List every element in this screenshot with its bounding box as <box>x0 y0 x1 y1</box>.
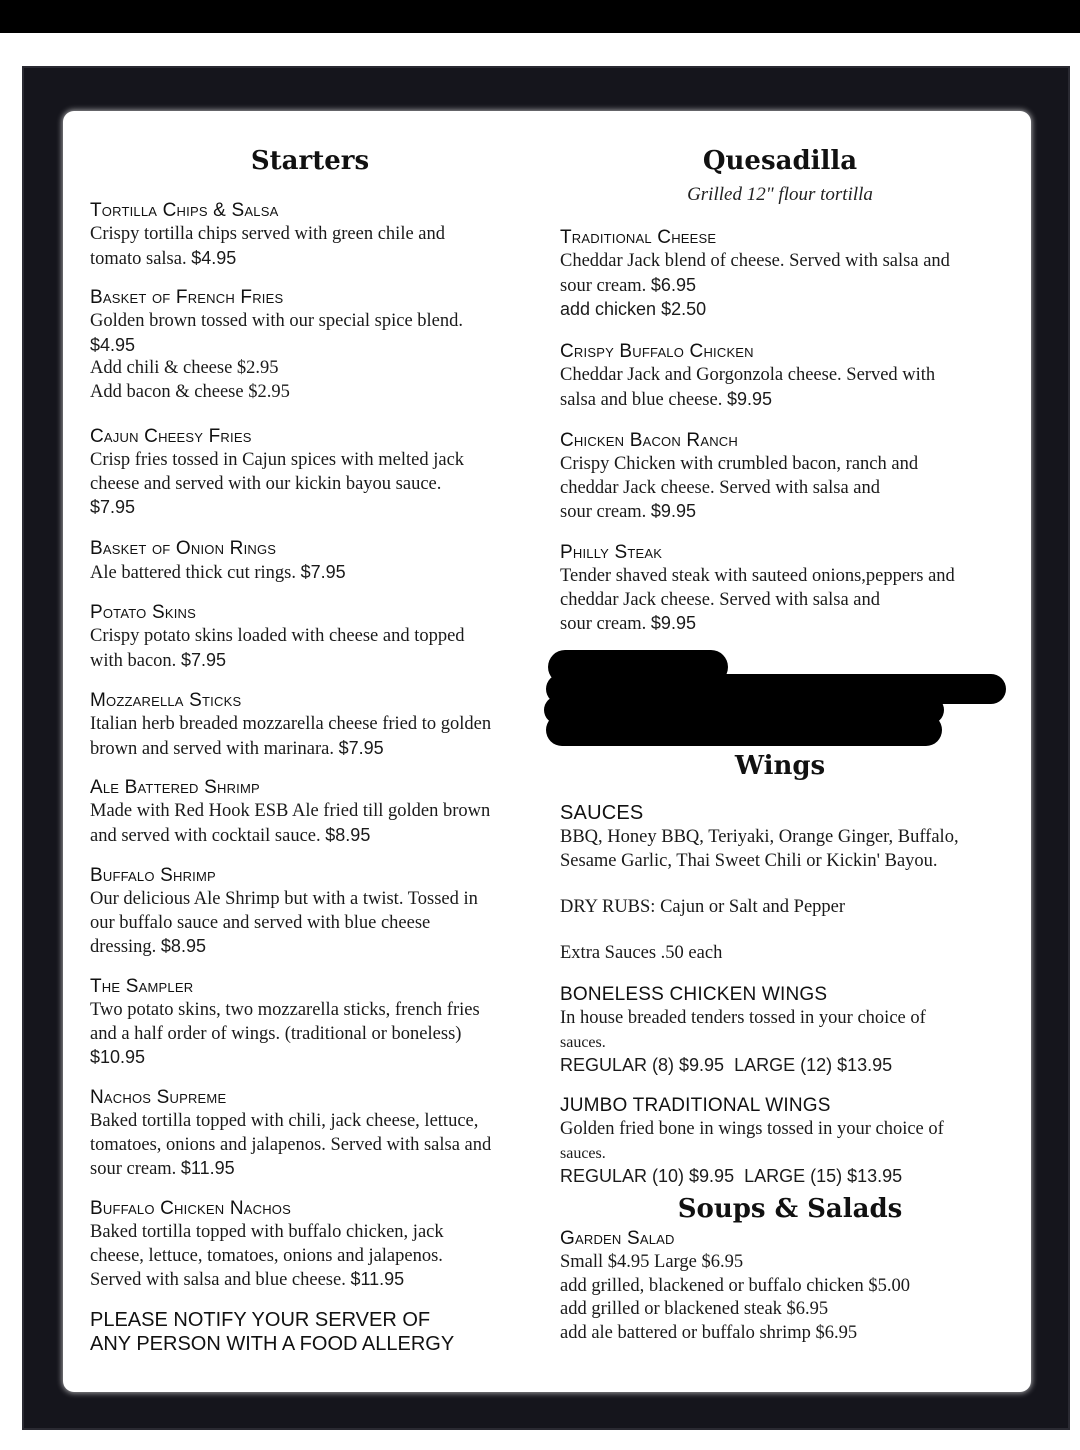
item-price: $7.95 <box>90 497 136 517</box>
item-name: Crispy Buffalo Chicken <box>560 341 754 362</box>
item-description: Crispy Chicken with crumbled bacon, ranch and cheddar Jack cheese. Served with salsa and sour cream. $9.95 <box>560 454 919 522</box>
item-addon: Add chili & cheese $2.95 <box>90 358 279 378</box>
item-price: $9.95 <box>726 388 772 409</box>
wings-title: Wings <box>734 751 826 781</box>
item-name: Traditional Cheese <box>560 227 717 248</box>
quesadilla-subtitle: Grilled 12" flour tortilla <box>687 184 873 205</box>
item-name: Mozzarella Sticks <box>90 690 242 711</box>
item-description: Golden brown tossed with our special spice blend. $4.95 Add chili & cheese $2.95 Add bacon & cheese $2.95 <box>90 310 530 404</box>
item-description: Baked tortilla topped with chili, jack cheese, lettuce, tomatoes, onions and jalapenos. Served with salsa and sour cream. $11.95 <box>90 1111 492 1179</box>
item-name: Basket of French Fries <box>90 287 284 308</box>
item-addon: Add bacon & cheese $2.95 <box>90 381 290 402</box>
item-price: $11.95 <box>180 1158 235 1178</box>
starters-title: Starters <box>250 146 370 176</box>
allergy-notice: PLEASE NOTIFY YOUR SERVER OF ANY PERSON WITH A FOOD ALLERGY <box>90 1309 455 1355</box>
item-name: Basket of Onion Rings <box>90 538 277 559</box>
item-price: $4.95 <box>191 247 237 268</box>
sauces-list: BBQ, Honey BBQ, Teriyaki, Orange Ginger, Buffalo, Sesame Garlic, Thai Sweet Chili or Kickin' Bayou. <box>560 827 959 871</box>
menu-page <box>66 114 1028 1389</box>
item-name: BONELESS CHICKEN WINGS <box>560 984 828 1005</box>
quesadilla-title: Quesadilla <box>702 146 858 176</box>
item-price: REGULAR (10) $9.95 LARGE (15) $13.95 <box>560 1166 903 1186</box>
item-description: Italian herb breaded mozzarella cheese fried to golden brown and served with marinara. $7.95 <box>90 714 492 759</box>
item-description: Cheddar Jack and Gorgonzola cheese. Served with salsa and blue cheese. $9.95 <box>560 365 936 410</box>
item-description: Golden fried bone in wings tossed in your choice of sauces. REGULAR (10) $9.95 LARGE (15) $13.95 <box>560 1118 1000 1189</box>
item-description: Ale battered thick cut rings. $7.95 <box>90 562 346 583</box>
item-name: Chicken Bacon Ranch <box>560 430 738 451</box>
item-name: Tortilla Chips & Salsa <box>90 200 279 221</box>
sauces-label: SAUCES <box>560 802 644 824</box>
item-price: $9.95 <box>650 613 696 633</box>
item-price: $8.95 <box>325 824 371 845</box>
item-description: Crisp fries tossed in Cajun spices with melted jack cheese and served with our kickin bayou sauce. $7.95 <box>90 449 530 520</box>
item-name: The Sampler <box>90 976 194 997</box>
item-description: Crispy potato skins loaded with cheese and topped with bacon. $7.95 <box>90 626 465 671</box>
item-addon: add chicken $2.50 <box>560 299 707 319</box>
item-price: $11.95 <box>350 1269 405 1289</box>
item-description: Small $4.95 Large $6.95 add grilled, blackened or buffalo chicken $5.00 add grilled or blackened steak $6.95 add ale battered or buffalo shrimp $6.95 <box>560 1252 911 1343</box>
item-description: Two potato skins, two mozzarella sticks, french fries and a half order of wings. (traditional or boneless) $10.95 <box>90 999 530 1070</box>
dry-rubs: DRY RUBS: Cajun or Salt and Pepper <box>560 897 846 917</box>
item-name: Nachos Supreme <box>90 1087 227 1108</box>
item-name: Buffalo Shrimp <box>90 865 216 886</box>
item-name: Cajun Cheesy Fries <box>90 426 252 447</box>
item-price: $6.95 <box>650 274 696 295</box>
item-description: Cheddar Jack blend of cheese. Served with salsa and sour cream. $6.95 add chicken $2.50 <box>560 250 1000 322</box>
item-description: In house breaded tenders tossed in your choice of sauces. REGULAR (8) $9.95 LARGE (12) $13.95 <box>560 1007 1000 1078</box>
item-price: $9.95 <box>650 501 696 521</box>
item-name: JUMBO TRADITIONAL WINGS <box>560 1095 831 1116</box>
item-description: Crispy tortilla chips served with green chile and tomato salsa. $4.95 <box>90 224 446 269</box>
item-name: Garden Salad <box>560 1228 675 1249</box>
item-name: Potato Skins <box>90 602 196 623</box>
item-name: Ale Battered Shrimp <box>90 777 260 798</box>
item-name: Philly Steak <box>560 542 663 563</box>
item-description: Baked tortilla topped with buffalo chicken, jack cheese, lettuce, tomatoes, onions and jalapenos. Served with salsa and blue cheese. $11.95 <box>90 1222 444 1290</box>
item-price: $7.95 <box>180 649 226 670</box>
item-price: $8.95 <box>160 936 206 956</box>
item-description: Our delicious Ale Shrimp but with a twist. Tossed in our buffalo sauce and served with blue cheese dressing. $8.95 <box>90 889 478 957</box>
item-price: $7.95 <box>300 562 346 582</box>
item-name: Buffalo Chicken Nachos <box>90 1198 291 1219</box>
extra-sauces: Extra Sauces .50 each <box>560 943 723 963</box>
item-price: REGULAR (8) $9.95 LARGE (12) $13.95 <box>560 1055 893 1075</box>
item-description: Tender shaved steak with sauteed onions,peppers and cheddar Jack cheese. Served with salsa and sour cream. $9.95 <box>560 566 955 634</box>
item-price: $4.95 <box>90 334 136 355</box>
item-description: Made with Red Hook ESB Ale fried till golden brown and served with cocktail sauce. $8.95 <box>90 801 491 846</box>
soups-title: Soups & Salads <box>677 1194 903 1224</box>
item-price: $7.95 <box>338 737 384 758</box>
item-price: $10.95 <box>90 1047 146 1067</box>
